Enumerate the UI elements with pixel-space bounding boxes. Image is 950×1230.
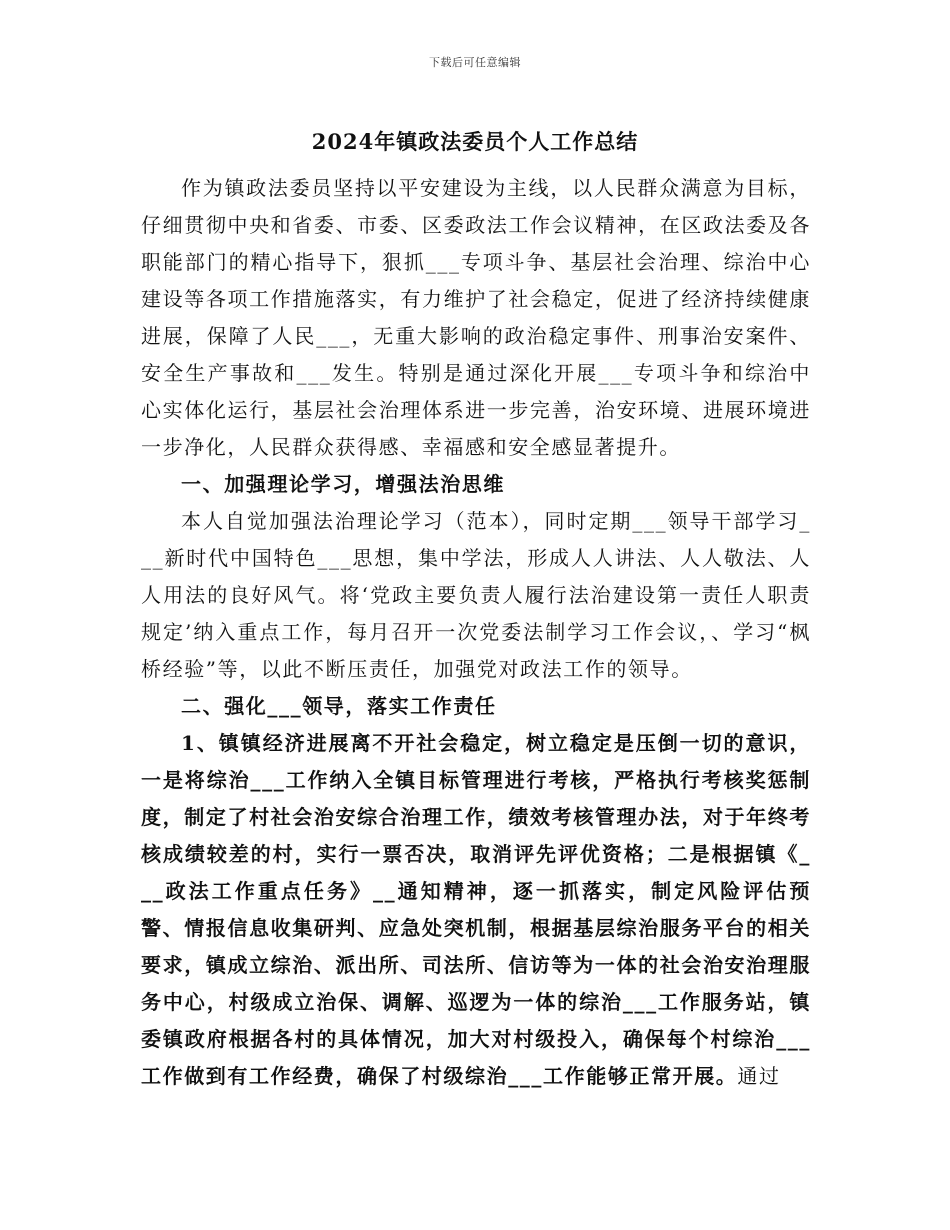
section-1-paragraph: 本人自觉加强法治理论学习（范本），同时定期___领导干部学习___新时代中国特色___思想，集中学法，形成人人讲法、人人敬法、人人用法的良好风气。将‘党政主要负责人履行法治建设第一责任人职责规定’纳入重点工作，每月召开一次党委法制学习工作会议，、学习“枫桥经验”等，以此不断压责任，加强党对政法工作的领导。 (141, 509, 811, 681)
document-title: 2024年镇政法委员个人工作总结 (311, 129, 639, 154)
section-2-trailing-text: 通过 (737, 1064, 781, 1088)
section-heading-1: 一、加强理论学习，增强法治思维 (181, 472, 505, 496)
section-2-bold-text: 1、镇镇经济进展离不开社会稳定，树立稳定是压倒一切的意识，一是将综治___工作纳入全镇目标管理进行考核，严格执行考核奖惩制度，制定了村社会治安综合治理工作，绩效考核管理办法，对于年终考核成绩较差的村，实行一票否决，取消评先评优资格；二是根据镇《___政法工作重点任务》__通知精神，逐一抓落实，制定风险评估预警、情报信息收集研判、应急处突机制，根据基层综治服务平台的相关要求，镇成立综治、派出所、司法所、信访等为一体的社会治安治理服务中心，村级成立治保、调解、巡逻为一体的综治___工作服务站，镇委镇政府根据各村的具体情况，加大对村级投入，确保每个村综治___工作做到有工作经费，确保了村级综治___工作能够正常开展。 (141, 731, 811, 1088)
header-note: 下载后可任意编辑 (429, 56, 521, 69)
section-heading-2: 二、强化___领导，落实工作责任 (181, 694, 497, 718)
document-body (141, 170, 811, 1095)
intro-paragraph: 作为镇政法委员坚持以平安建设为主线，以人民群众满意为目标，仔细贯彻中央和省委、市委、区委政法工作会议精神，在区政法委及各职能部门的精心指导下，狠抓___专项斗争、基层社会治理、综治中心建设等各项工作措施落实，有力维护了社会稳定，促进了经济持续健康进展，保障了人民___，无重大影响的政治稳定事件、刑事治安案件、安全生产事故和___发生。特别是通过深化开展___专项斗争和综治中心实体化运行，基层社会治理体系进一步完善，治安环境、进展环境进一步净化，人民群众获得感、幸福感和安全感显著提升。 (141, 176, 811, 459)
section-2-paragraph (141, 725, 811, 1095)
